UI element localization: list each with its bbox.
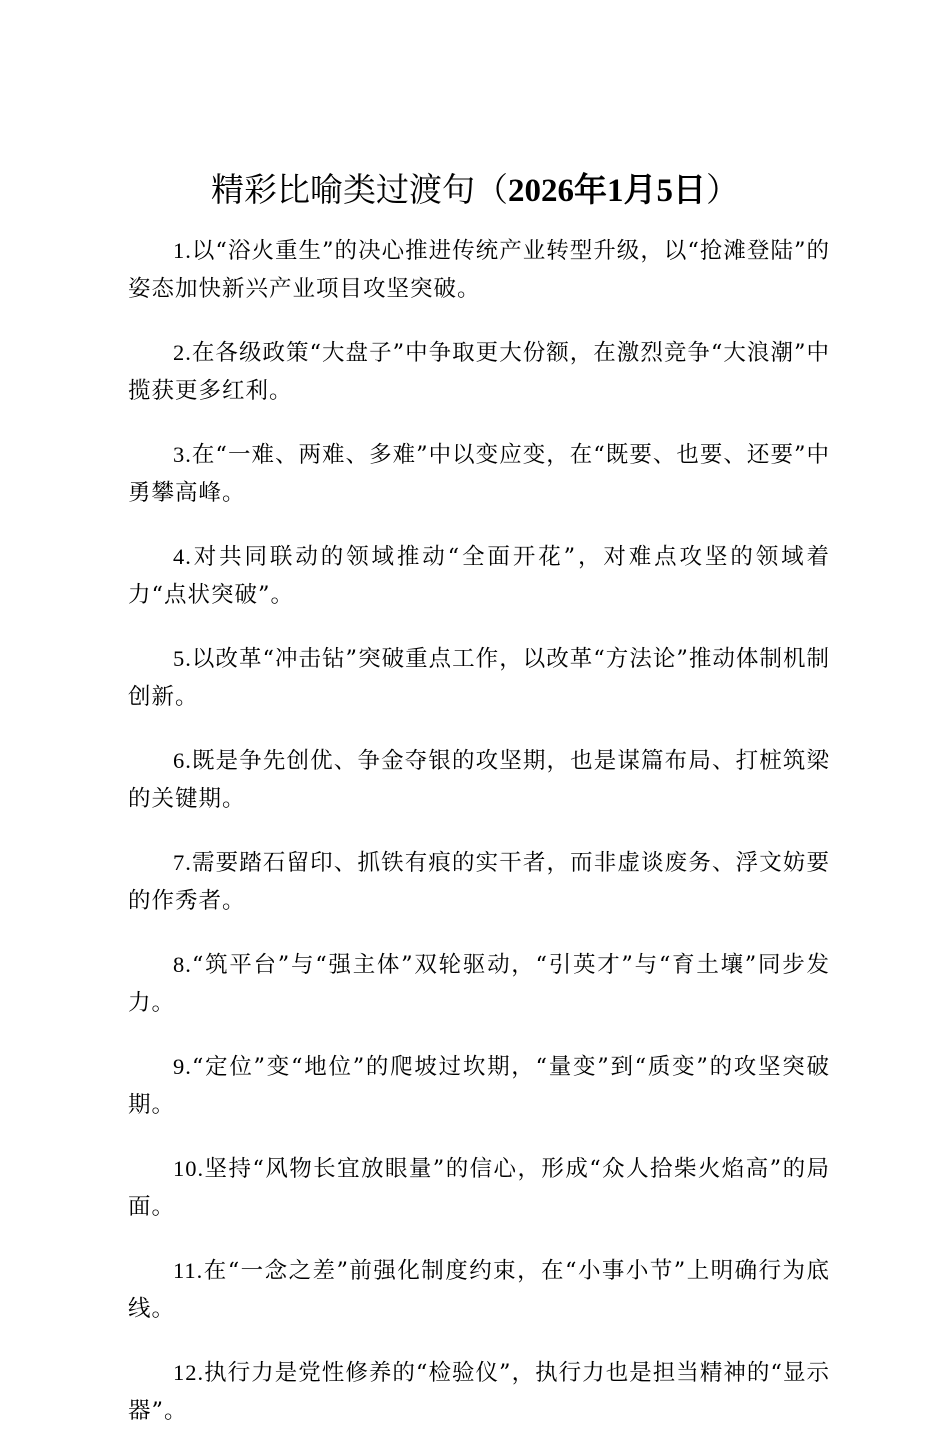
title-text: 精彩比喻类过渡句（ [211, 170, 508, 209]
item-number: 1. [173, 238, 192, 263]
item-text: “定位”变“地位”的爬坡过坎期，“量变”到“质变”的攻坚突破期。 [128, 1054, 830, 1118]
list-item [128, 1048, 830, 1124]
item-number: 9. [173, 1054, 192, 1079]
item-text: “筑平台”与“强主体”双轮驱动，“引英才”与“育土壤”同步发力。 [128, 952, 830, 1016]
item-text: 以改革“冲击钻”突破重点工作，以改革“方法论”推动体制机制创新。 [128, 646, 830, 710]
item-number: 7. [173, 850, 192, 875]
list-item [128, 742, 830, 818]
list-item [128, 1354, 830, 1430]
item-number: 10. [173, 1156, 205, 1181]
item-text: 坚持“风物长宜放眼量”的信心，形成“众人拾柴火焰高”的局面。 [128, 1156, 830, 1220]
item-number: 2. [173, 340, 192, 365]
item-number: 8. [173, 952, 192, 977]
item-number: 11. [173, 1258, 204, 1283]
title-date: 2026年1月5日 [508, 173, 706, 209]
item-number: 3. [173, 442, 192, 467]
item-text: 对共同联动的领域推动“全面开花”，对难点攻坚的领域着力“点状突破”。 [128, 544, 830, 608]
item-text: 既是争先创优、争金夺银的攻坚期，也是谋篇布局、打桩筑梁的关键期。 [128, 748, 830, 812]
list-item [128, 640, 830, 716]
item-number: 4. [173, 544, 192, 569]
item-text: 在“一念之差”前强化制度约束，在“小事小节”上明确行为底线。 [128, 1258, 830, 1322]
item-text: 在各级政策“大盘子”中争取更大份额，在激烈竞争“大浪潮”中揽获更多红利。 [128, 340, 830, 404]
item-number: 6. [173, 748, 192, 773]
item-text: 在“一难、两难、多难”中以变应变，在“既要、也要、还要”中勇攀高峰。 [128, 442, 830, 506]
item-number: 12. [173, 1360, 205, 1385]
title-close: ） [706, 170, 739, 209]
list-item [128, 232, 830, 308]
list-item [128, 1150, 830, 1226]
item-text: 以“浴火重生”的决心推进传统产业转型升级，以“抢滩登陆”的姿态加快新兴产业项目攻坚突破。 [128, 238, 830, 302]
document-title [0, 166, 950, 215]
item-text: 执行力是党性修养的“检验仪”，执行力也是担当精神的“显示器”。 [128, 1360, 830, 1424]
list-item [128, 538, 830, 614]
list-item [128, 334, 830, 410]
list-item [128, 1252, 830, 1328]
item-text: 需要踏石留印、抓铁有痕的实干者，而非虚谈废务、浮文妨要的作秀者。 [128, 850, 830, 914]
item-list [128, 232, 830, 1456]
list-item [128, 436, 830, 512]
list-item [128, 844, 830, 920]
list-item [128, 946, 830, 1022]
item-number: 5. [173, 646, 192, 671]
